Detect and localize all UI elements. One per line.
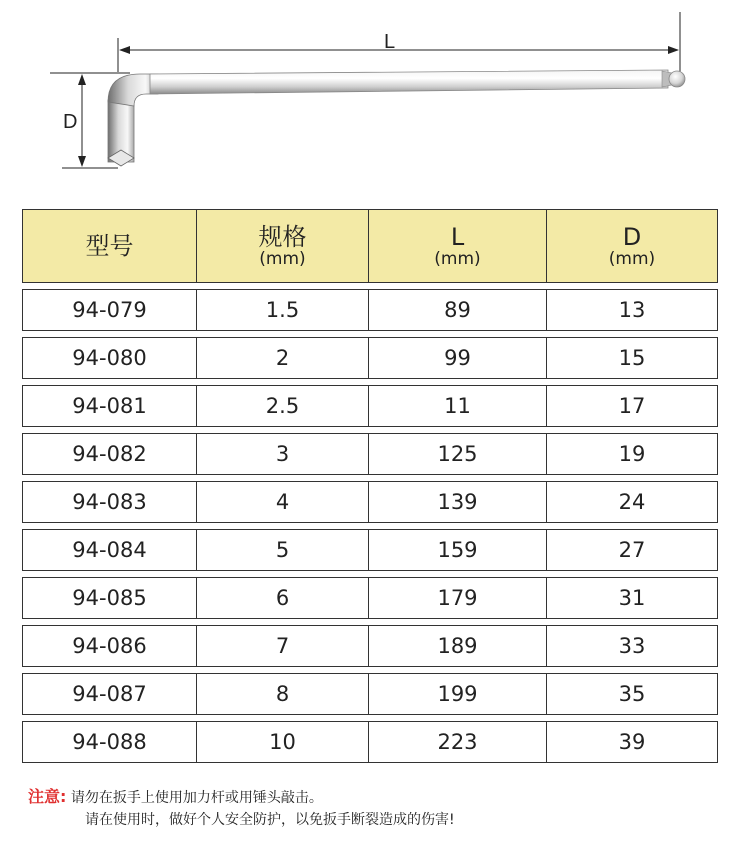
cell-spec: 1.5 [197, 289, 369, 331]
cell-depth: 33 [547, 625, 718, 667]
table-row [22, 385, 718, 427]
cell-length: 159 [369, 529, 547, 571]
cell-spec: 2.5 [197, 385, 369, 427]
header-depth [547, 209, 718, 283]
table-row [22, 481, 718, 523]
cell-depth: 39 [547, 721, 718, 763]
notice-text-1: 请勿在扳手上使用加力杆或用锤头敲击。 [70, 790, 323, 806]
notice-text-2: 请在使用时，做好个人安全防护，以免扳手断裂造成的伤害! [85, 812, 455, 828]
header-model [22, 209, 197, 283]
cell-length: 11 [369, 385, 547, 427]
cell-spec: 3 [197, 433, 369, 475]
cell-model: 94-082 [22, 433, 197, 475]
cell-length: 125 [369, 433, 547, 475]
dimension-d-arrow-bottom [78, 156, 86, 167]
header-length [369, 209, 547, 283]
table-row [22, 337, 718, 379]
cell-model: 94-088 [22, 721, 197, 763]
table-row [22, 529, 718, 571]
table-row [22, 433, 718, 475]
cell-model: 94-080 [22, 337, 197, 379]
hex-key-image [108, 70, 685, 166]
cell-spec: 8 [197, 673, 369, 715]
cell-spec: 5 [197, 529, 369, 571]
dimension-d-label: D [63, 111, 78, 133]
cell-model: 94-085 [22, 577, 197, 619]
cell-model: 94-079 [22, 289, 197, 331]
table-header-row [22, 209, 718, 283]
table-row [22, 673, 718, 715]
cell-spec: 10 [197, 721, 369, 763]
table-row [22, 625, 718, 667]
dimension-l-label: L [384, 31, 396, 53]
cell-depth: 15 [547, 337, 718, 379]
cell-length: 179 [369, 577, 547, 619]
dimension-l-arrow-left [119, 46, 130, 54]
header-spec-unit: (mm) [259, 249, 306, 269]
table-row [22, 721, 718, 763]
cell-depth: 27 [547, 529, 718, 571]
cell-length: 223 [369, 721, 547, 763]
cell-model: 94-083 [22, 481, 197, 523]
header-length-unit: (mm) [434, 249, 481, 269]
cell-model: 94-084 [22, 529, 197, 571]
cell-depth: 17 [547, 385, 718, 427]
table-row [22, 289, 718, 331]
table-row [22, 577, 718, 619]
notice-line-1 [28, 786, 455, 809]
cell-depth: 24 [547, 481, 718, 523]
spec-table [22, 203, 718, 769]
cell-spec: 6 [197, 577, 369, 619]
cell-length: 89 [369, 289, 547, 331]
header-length-label: L [450, 223, 465, 251]
cell-length: 139 [369, 481, 547, 523]
cell-length: 199 [369, 673, 547, 715]
cell-depth: 19 [547, 433, 718, 475]
cell-spec: 2 [197, 337, 369, 379]
cell-length: 189 [369, 625, 547, 667]
dimension-l-arrow-right [668, 46, 679, 54]
hex-key-diagram [0, 0, 750, 190]
cell-model: 94-087 [22, 673, 197, 715]
cell-model: 94-086 [22, 625, 197, 667]
cell-depth: 13 [547, 289, 718, 331]
header-spec-label: 规格 [258, 223, 307, 251]
cell-length: 99 [369, 337, 547, 379]
cell-model: 94-081 [22, 385, 197, 427]
cell-depth: 31 [547, 577, 718, 619]
header-depth-unit: (mm) [608, 249, 656, 269]
safety-notice [28, 786, 455, 831]
notice-label: 注意: [28, 787, 67, 806]
header-depth-label: D [622, 223, 642, 251]
hex-key-ball-end [669, 71, 685, 87]
header-spec [197, 209, 369, 283]
dimension-d-arrow-top [78, 74, 86, 85]
header-model-label: 型号 [85, 232, 134, 260]
hex-key-long-shaft [150, 70, 668, 94]
cell-spec: 7 [197, 625, 369, 667]
cell-spec: 4 [197, 481, 369, 523]
cell-depth: 35 [547, 673, 718, 715]
